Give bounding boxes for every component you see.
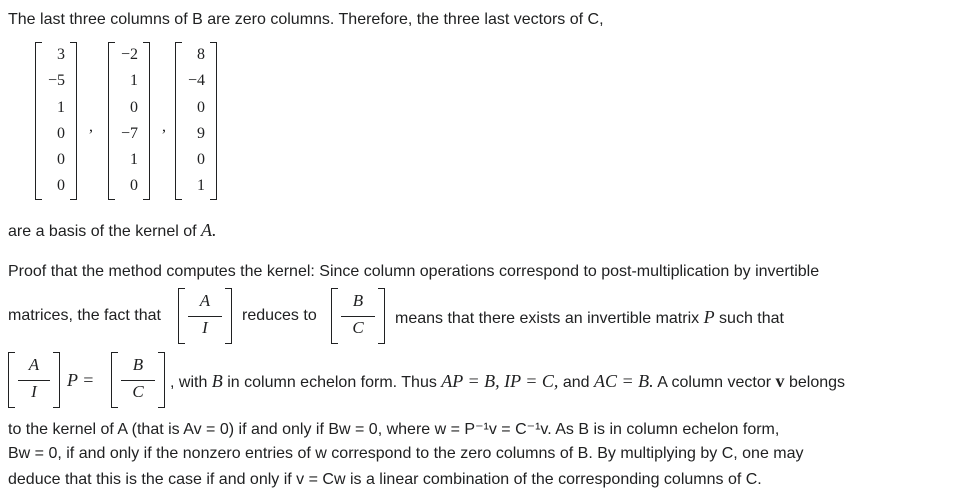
kernel-vector-1	[35, 42, 77, 200]
matrices-text: matrices, the fact that	[8, 307, 161, 324]
kernel-line: to the kernel of A (that is Av = 0) if and only if Bw = 0, where w = P⁻¹v = C⁻¹v. As B is in column echelon form,	[8, 421, 780, 438]
vector-entry: −7	[120, 124, 138, 142]
means-line: means that there exists an invertible matrix P such that	[395, 307, 784, 327]
block-matrix-a-i: A I	[178, 288, 232, 344]
vector-entry: 3	[57, 46, 65, 63]
comma: ,	[89, 118, 93, 135]
basis-line: are a basis of the kernel of A.	[8, 220, 217, 240]
vector-entry: 0	[57, 177, 65, 195]
vector-entry: 1	[57, 98, 65, 116]
vector-entry: −4	[187, 72, 205, 90]
vector-entry: 0	[197, 98, 205, 116]
kernel-vector-3	[175, 42, 217, 200]
kernel-vector-2	[108, 42, 150, 200]
proof-line: Proof that the method computes the kernel: Since column operations correspond to post-multiplication by invertible	[8, 263, 820, 280]
eq-p: P =	[67, 370, 95, 390]
vector-entry: 0	[130, 177, 138, 195]
vector-entry: −5	[47, 72, 65, 90]
deduce-line: deduce that this is the case if and only if v = Cw is a linear combination of the corresponding columns of C.	[8, 471, 762, 488]
vector-entry: 9	[197, 124, 205, 142]
block-matrix-b-c-2: B C	[111, 352, 165, 408]
vector-entry: 1	[130, 72, 138, 90]
reduces-text: reduces to	[242, 307, 317, 324]
vector-entry: 1	[130, 151, 138, 169]
with-line: , with B in column echelon form. Thus AP = B, IP = C, and AC = B. A column vector v belongs	[170, 371, 846, 391]
vector-entry: 0	[130, 98, 138, 116]
vector-entry: −2	[120, 46, 138, 63]
vector-entry: 0	[197, 151, 205, 169]
vector-entry: 8	[197, 46, 205, 63]
vector-entry: 1	[197, 177, 205, 195]
block-matrix-b-c: B C	[331, 288, 385, 344]
comma: ,	[162, 118, 166, 135]
vector-entry: 0	[57, 151, 65, 169]
bw-line: Bw = 0, if and only if the nonzero entries of w correspond to the zero columns of B. By multiplying by C, one may	[8, 445, 804, 462]
intro-line: The last three columns of B are zero columns. Therefore, the three last vectors of C,	[8, 11, 604, 28]
vector-entry: 0	[57, 124, 65, 142]
block-matrix-a-i-2: A I	[8, 352, 60, 408]
